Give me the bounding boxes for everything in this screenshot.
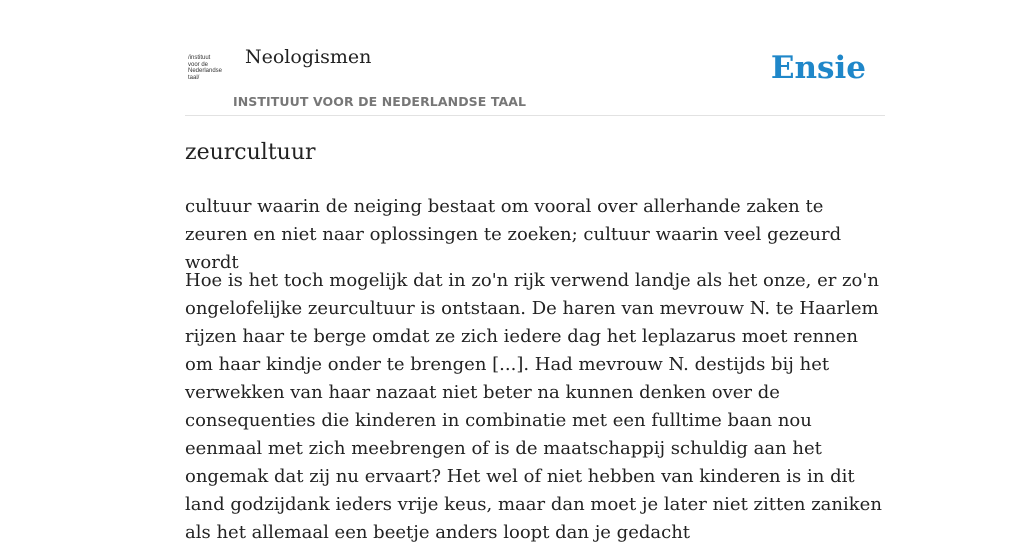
logo-line: taal/ [188,74,200,81]
logo-line: /instituut [188,55,211,61]
entry-headword: zeurcultuur [185,140,316,165]
institute-logo[interactable] [188,55,232,95]
ensie-brand-link[interactable]: Ensie [770,50,866,86]
source-subtitle: INSTITUUT VOOR DE NEDERLANDSE TAAL [233,94,527,109]
entry-example: Hoe is het toch mogelijk dat in zo'n rijk verwend landje als het onze, er zo'n ongelofelijke zeurcultuur is ontstaan. De haren van mevrouw N. te Haarlem rijzen haar te berge omdat ze zich iedere dag het leplazarus moet rennen om haar kindje onder te brengen [...]. Had mevrouw N. destijds bij het verwekken van haar nazaat niet beter na kunnen denken over de consequenties die kinderen in combinatie met een fulltime baan nou eenmaal met zich meebrengen of is de maatschappij schuldig aan het ongemak dat zij nu ervaart? Het wel of niet hebben van kinderen is in dit land godzijdank ieders vrije keus, maar dan moet je later niet zitten zaniken als het allemaal een beetje anders loopt dan je gedacht [185,270,882,543]
logo-line: Nederlandse [188,68,223,74]
logo-line: voor de [188,61,209,68]
page-header [185,40,885,116]
entry-definition: cultuur waarin de neiging bestaat om vooral over allerhande zaken te zeuren en niet naar oplossingen te zoeken; cultuur waarin veel gezeurd wordt [185,196,842,273]
source-title[interactable]: Neologismen [245,46,372,68]
